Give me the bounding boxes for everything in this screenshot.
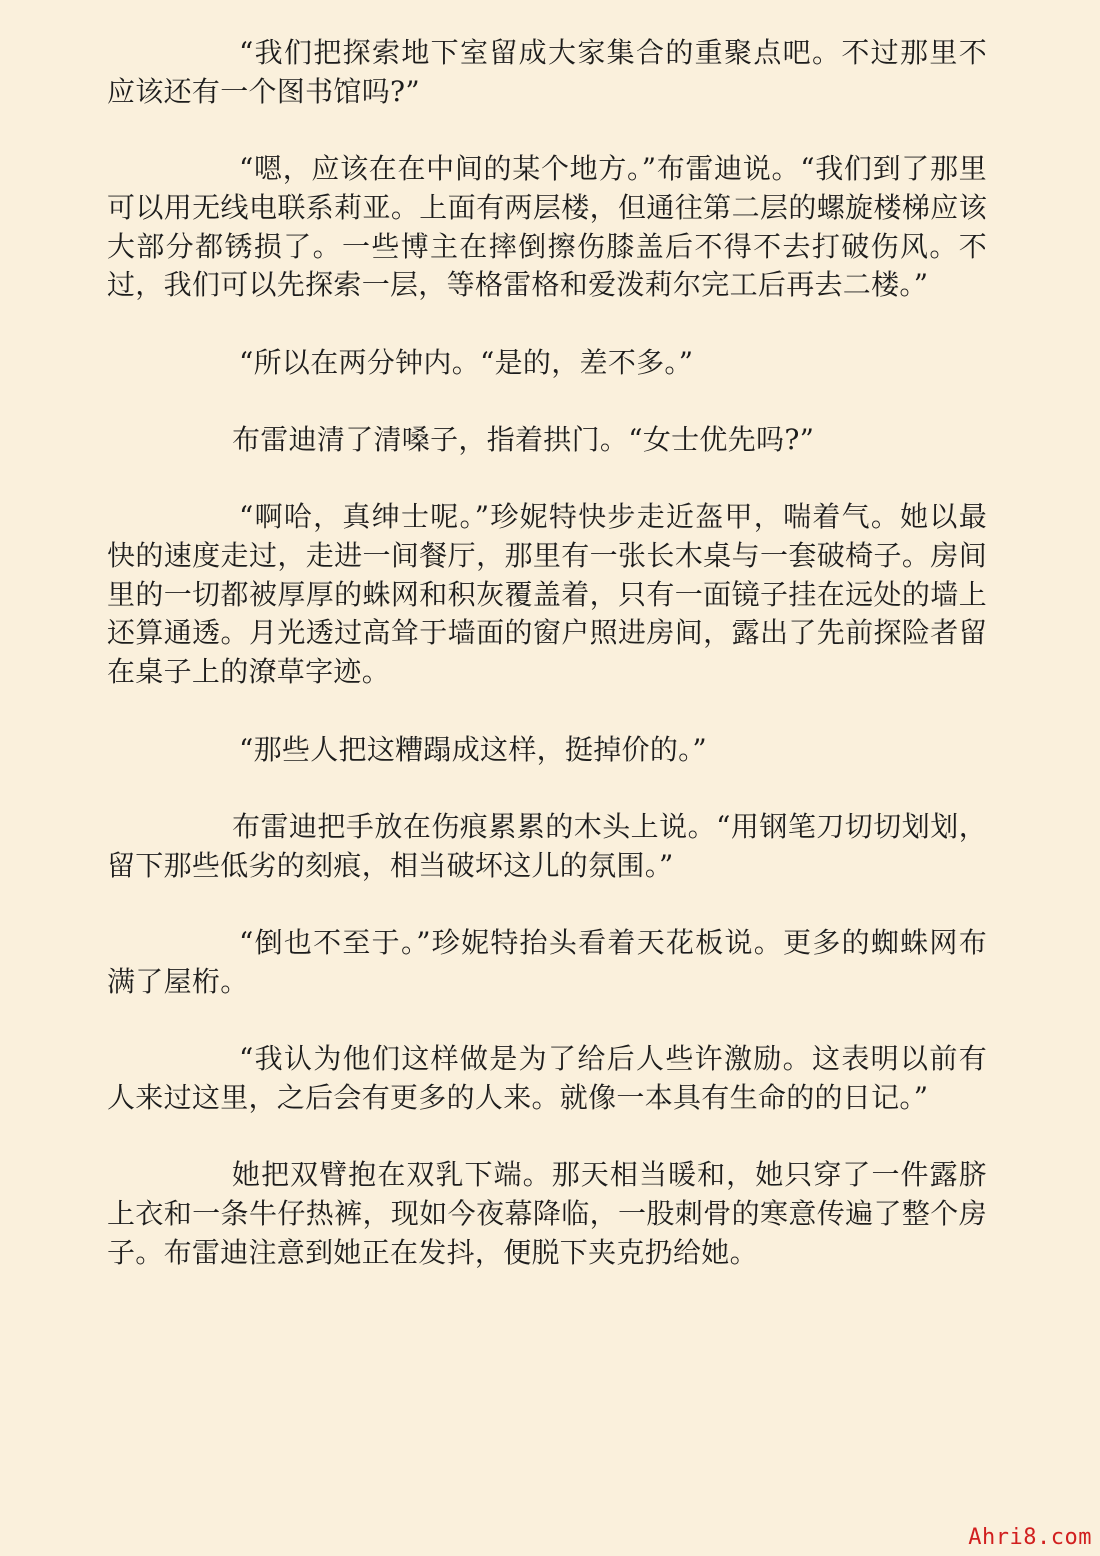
site-watermark: Ahri8.com xyxy=(968,1525,1092,1550)
story-text xyxy=(107,34,987,1311)
paragraph-5: “啊哈，真绅士呢。”珍妮特快步走近盔甲，喘着气。她以最快的速度走过，走进一间餐厅，那里有一张长木桌与一套破椅子。房间里的一切都被厚厚的蛛网和积灰覆盖着，只有一面镜子挂在远处的墙上还算通透。月光透过高耸于墙面的窗户照进房间，露出了先前探险者留在桌子上的潦草字迹。 xyxy=(107,500,987,689)
paragraph-3: “所以在两分钟内。“是的，差不多。” xyxy=(239,345,694,379)
paragraph-10: 她把双臂抱在双乳下端。那天相当暖和，她只穿了一件露脐上衣和一条牛仔热裤，现如今夜幕降临，一股刺骨的寒意传遍了整个房子。布雷迪注意到她正在发抖，便脱下夹克扔给她。 xyxy=(107,1158,987,1269)
paragraph-7: 布雷迪把手放在伤痕累累的木头上说。“用钢笔刀切切划划，留下那些低劣的刻痕，相当破坏这儿的氛围。” xyxy=(107,809,987,882)
paragraph-1: “我们把探索地下室留成大家集合的重聚点吧。不过那里不应该还有一个图书馆吗?” xyxy=(107,36,987,108)
paragraph-9: “我认为他们这样做是为了给后人些许激励。这表明以前有人来过这里，之后会有更多的人来。就像一本具有生命的的日记。” xyxy=(107,1042,987,1114)
paragraph-6: “那些人把这糟蹋成这样，挺掉价的。” xyxy=(239,732,708,766)
paragraph-8: “倒也不至于。”珍妮特抬头看着天花板说。更多的蜘蛛网布满了屋桁。 xyxy=(107,926,987,998)
paragraph-2: “嗯，应该在在中间的某个地方。”布雷迪说。“我们到了那里可以用无线电联系莉亚。上面有两层楼，但通往第二层的螺旋楼梯应该大部分都锈损了。一些博主在摔倒擦伤膝盖后不得不去打破伤风。不过，我们可以先探索一层，等格雷格和爱泼莉尔完工后再去二楼。” xyxy=(107,152,987,302)
paragraph-4: 布雷迪清了清嗓子，指着拱门。“女士优先吗?” xyxy=(232,422,815,456)
